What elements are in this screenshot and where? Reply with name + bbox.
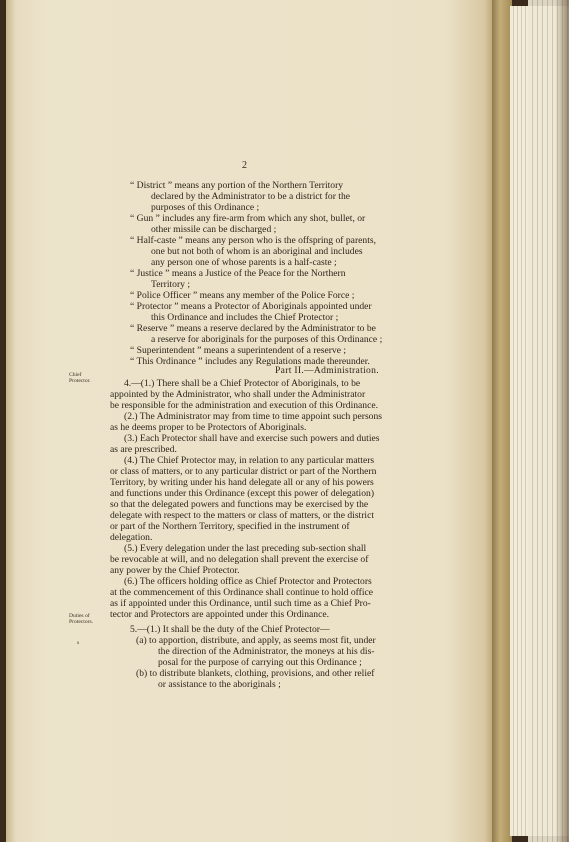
section5-line: (a) to apportion, distribute, and apply, as seems most fit, under	[136, 635, 376, 646]
section4-line: Territory, by writing under his hand delegate all or any of his powers	[110, 477, 374, 488]
definition-line: a reserve for aboriginals for the purposes of this Ordinance ;	[151, 334, 383, 345]
section4-line: (2.) The Administrator may from time to time appoint such persons	[124, 411, 383, 422]
section4-line: (4.) The Chief Protector may, in relation to any particular matters	[124, 455, 375, 466]
definition-line: “ Justice ” means a Justice of the Peace for the Northern	[130, 268, 346, 279]
definition-line: “ This Ordinance ” includes any Regulations made thereunder.	[130, 356, 370, 367]
section4-line: delegation.	[110, 532, 153, 543]
section4-line: delegate with respect to the matters or class of matters, or the district	[110, 510, 375, 521]
section5-line: or assistance to the aboriginals ;	[158, 679, 281, 690]
definition-line: “ Gun ” includes any fire-arm from which any shot, bullet, or	[130, 213, 366, 224]
definition-line: Territory ;	[151, 279, 191, 290]
page-number: 2	[242, 160, 247, 171]
book-spine	[492, 0, 512, 842]
section4-line: any power by the Chief Protector.	[110, 565, 240, 576]
definition-line: “ Superintendent ” means a superintendent of a reserve ;	[130, 345, 347, 356]
section5-line: (b) to distribute blankets, clothing, provisions, and other relief	[136, 668, 375, 679]
definition-line: “ Reserve ” means a reserve declared by the Administrator to be	[130, 323, 376, 334]
margin-note-duties: Duties of Protectors.	[69, 613, 94, 626]
section5-line: posal for the purpose of carrying out this Ordinance ;	[158, 657, 362, 668]
definition-line: “ Protector ” means a Protector of Aboriginals appointed under	[130, 301, 372, 312]
definition-line: “ Half-caste ” means any person who is the offspring of parents,	[130, 235, 376, 246]
section4-line: so that the delegated powers and functions may be exercised by the	[110, 499, 369, 510]
section4-line: (3.) Each Protector shall have and exercise such powers and duties	[124, 433, 380, 444]
definition-line: “ District ” means any portion of the Northern Territory	[130, 180, 344, 191]
section4-line: or part of the Northern Territory, specified in the instrument of	[110, 521, 350, 532]
definition-line: this Ordinance and includes the Chief Protector ;	[151, 312, 339, 323]
edge-shadow	[555, 0, 569, 842]
section5-line: the direction of the Administrator, the moneys at his dis-	[158, 646, 375, 657]
section4-line: appointed by the Administrator, who shall under the Administrator	[110, 389, 366, 400]
section4-line: as if appointed under this Ordinance, until such time as a Chief Pro-	[110, 598, 371, 609]
definition-line: any person one of whose parents is a half-caste ;	[151, 257, 337, 268]
section4-line: as he deems proper to be Protectors of Aboriginals.	[110, 422, 307, 433]
section5-line: 5.—(1.) It shall be the duty of the Chief Protector—	[130, 624, 330, 635]
margin-mark: s	[77, 640, 80, 646]
section4-line: at the commencement of this Ordinance shall continue to hold office	[110, 587, 374, 598]
section4-line: be revocable at will, and no delegation shall prevent the exercise of	[110, 554, 369, 565]
definition-line: other missile can be discharged ;	[151, 224, 277, 235]
section4-line: tector and Protectors are appointed under this Ordinance.	[110, 609, 329, 620]
section4-line: as are prescribed.	[110, 444, 177, 455]
definition-line: one but not both of whom is an aboriginal and includes	[151, 246, 363, 257]
section4-line: (6.) The officers holding office as Chief Protector and Protectors	[124, 576, 372, 587]
definition-line: declared by the Administrator to be a district for the	[151, 191, 351, 202]
definition-line: purposes of this Ordinance ;	[151, 202, 260, 213]
margin-note-chief-protector: Chief Protector.	[69, 372, 91, 385]
section4-line: 4.—(1.) There shall be a Chief Protector of Aboriginals, to be	[124, 378, 361, 389]
section4-line: or class of matters, or to any particular district or part of the Northern	[110, 466, 377, 477]
section4-line: be responsible for the administration and execution of this Ordinance.	[110, 400, 379, 411]
section4-line: (5.) Every delegation under the last preceding sub-section shall	[124, 543, 367, 554]
section4-line: and functions under this Ordinance (except this power of delegation)	[110, 488, 375, 499]
definition-line: “ Police Officer ” means any member of the Police Force ;	[130, 290, 355, 301]
